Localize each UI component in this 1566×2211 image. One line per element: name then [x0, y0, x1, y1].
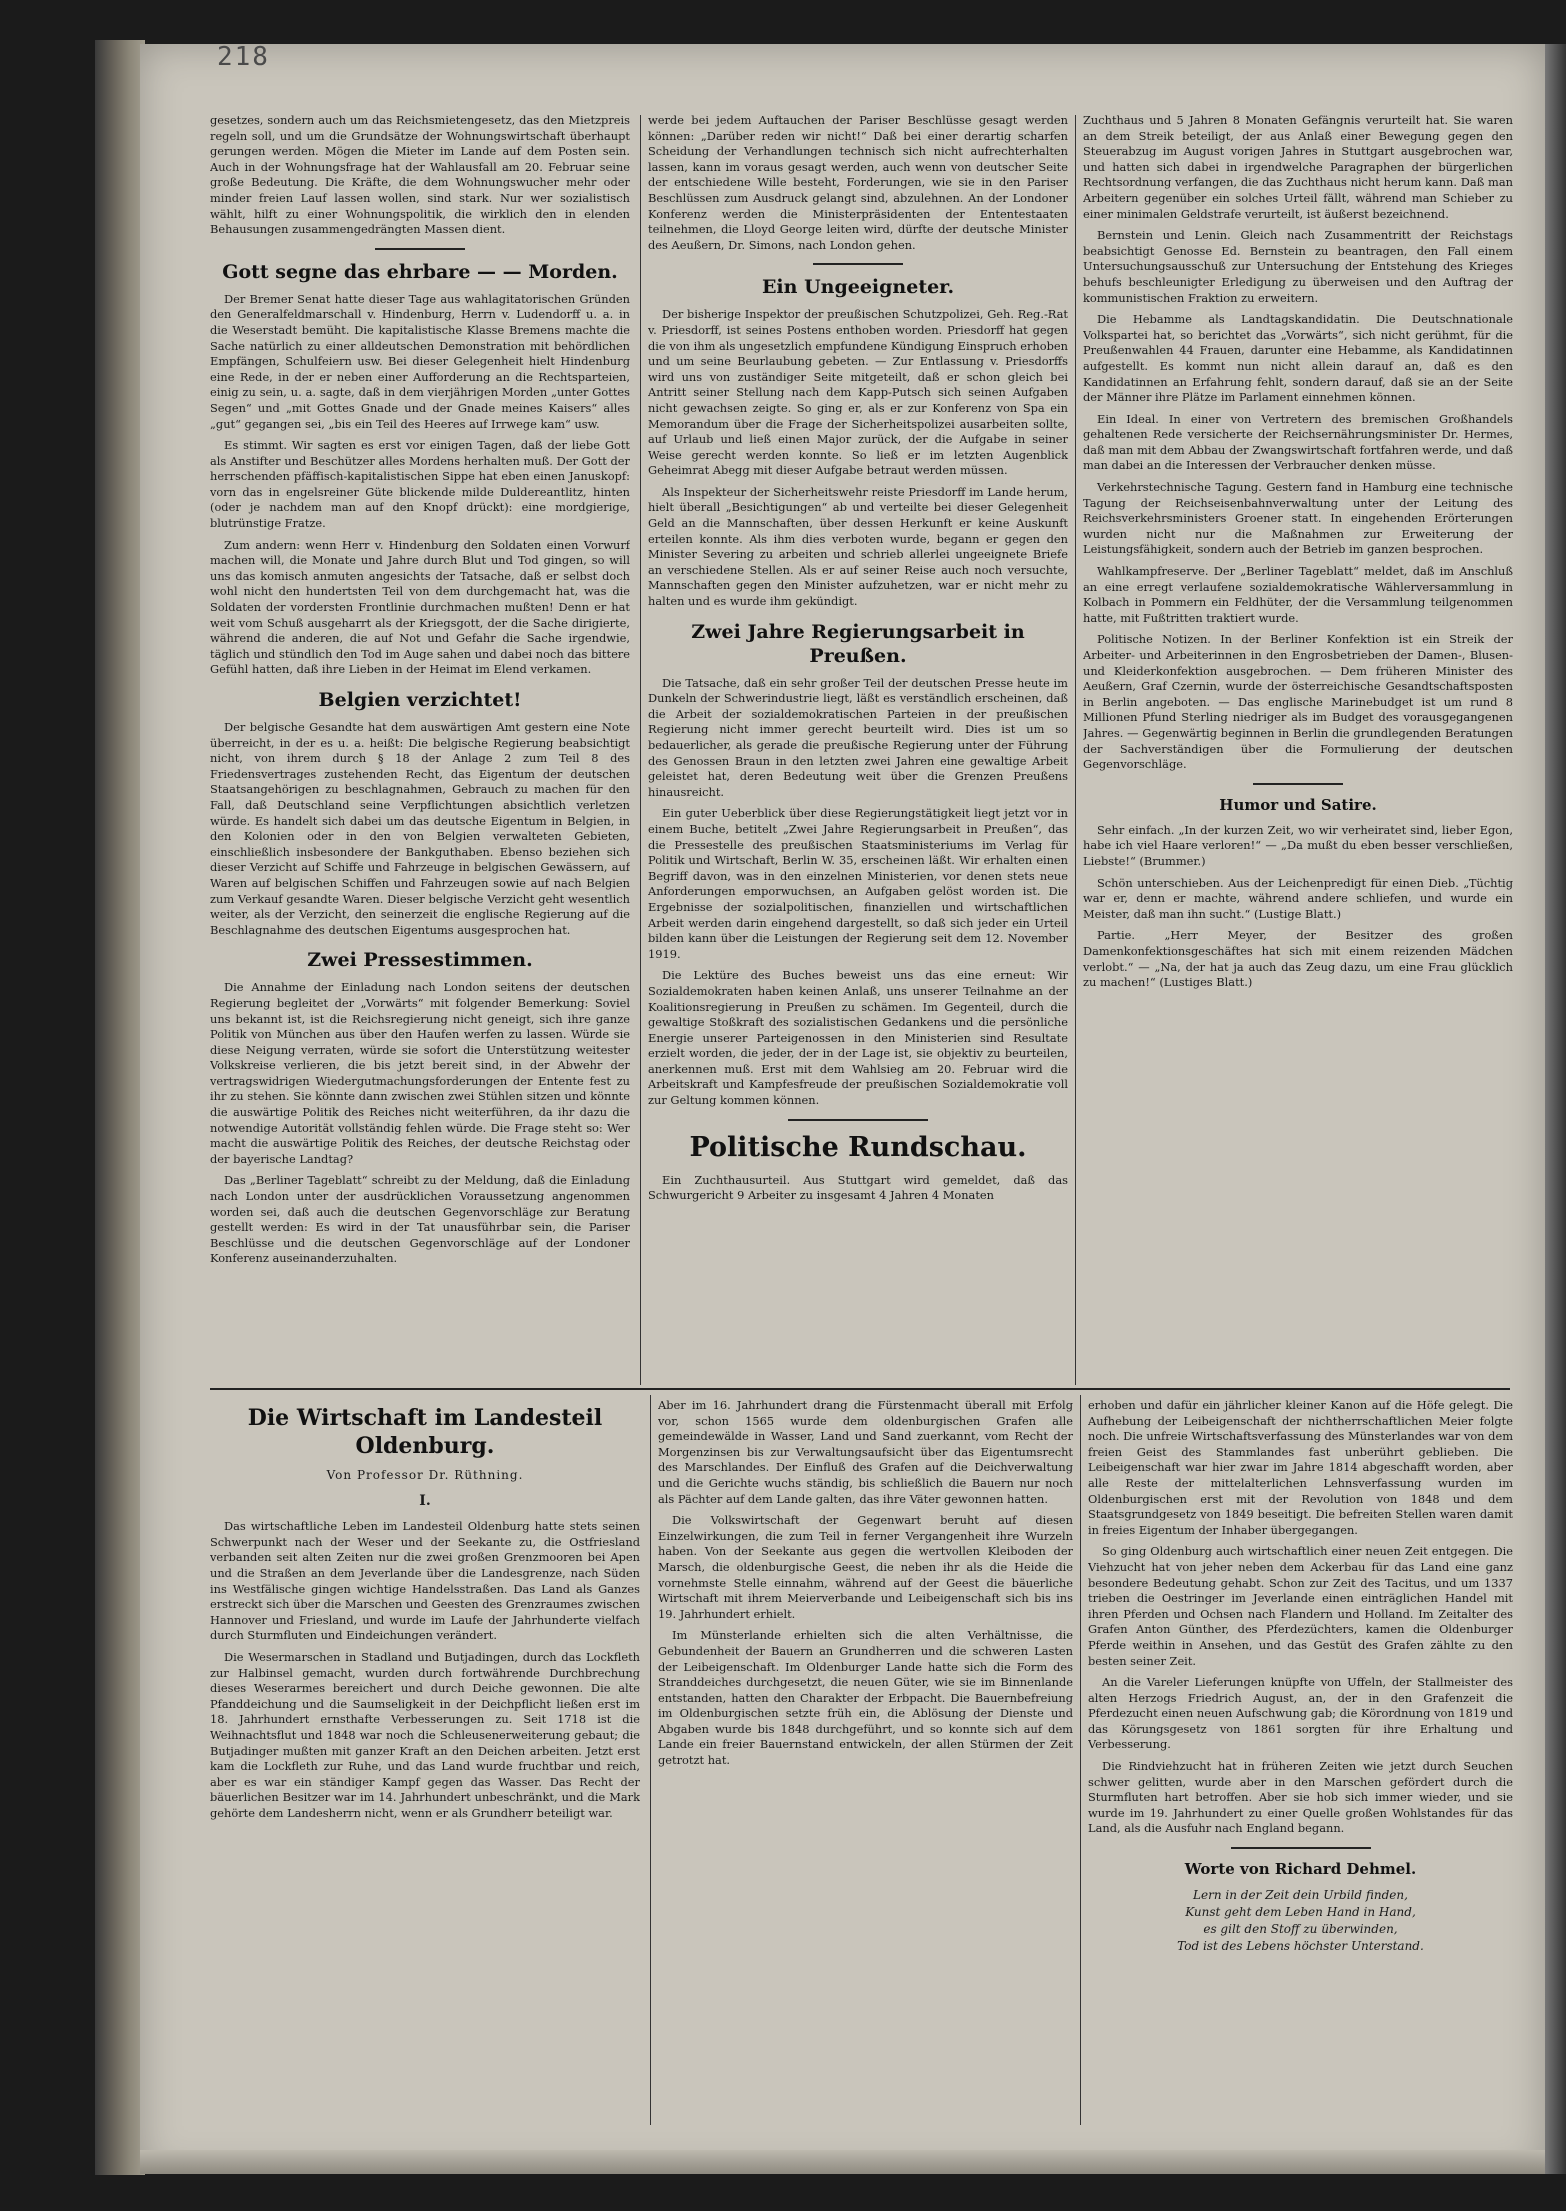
section-number: I. — [419, 1492, 431, 1509]
poem-line: Lern in der Zeit dein Urbild finden, — [1193, 1888, 1408, 1903]
paragraph: Als Inspekteur der Sicherheitswehr reiste Priesdorff im Lande herum, hielt überall „Besichtigungen“ ab und verteilte bei dieser Gelegenheit Geld an die Mannschaften, über dessen Herkunft er keine Auskunft erteilen konnte. Als ihm dies verboten wurde, begann er gegen den Minister Severing zu arbeiten und schrieb allerlei ungeeignete Briefe an verschiedene Stellen. Als er auf seiner Reise auch noch versuchte, Mannschaften gegen den Minister aufzuhetzen, war er nicht mehr zu halten und es wurde ihm gekündigt. — [648, 484, 1068, 609]
paragraph: Der bisherige Inspektor der preußischen Schutzpolizei, Geh. Reg.-Rat v. Priesdorff, ist seines Postens enthoben worden. Priesdorff hat gegen die von ihm als ungesetzlich empfundene Kündigung Einspruch erhoben und um seine Beurlaubung gebeten. — Zur Entlassung v. Priesdorffs wird uns von zuständiger Seite mitgeteilt, daß er schon gleich bei Antritt seiner Stellung nach dem Kapp-Putsch sich seinen Aufgaben nicht gewachsen zeigte. So ging er, als er zur Konferenz von Spa ein Memorandum über die Frage der Sicherheitspolizei ausarbeiten sollte, auf Urlaub und ließ einen Major zurück, der die Aufgabe in seiner Weise gerecht werden konnte. So ließ er im letzten Augenblick Geheimrat Abegg mit dieser Aufgabe betraut werden müssen. — [648, 307, 1068, 478]
paragraph: Partie. „Herr Meyer, der Besitzer des großen Damenkonfektionsgeschäftes hat sich mit einem reizenden Mädchen verlobt.“ — „Na, der hat ja auch das Zeug dazu, um eine Frau glücklich zu machen!“ (Lustiges Blatt.) — [1083, 928, 1513, 990]
column-rule — [1075, 115, 1076, 1385]
poem-title: Worte von Richard Dehmel. — [1184, 1860, 1417, 1879]
poem-line: es gilt den Stoff zu überwinden, — [1203, 1922, 1398, 1937]
paragraph: Die Lektüre des Buches beweist uns das eine erneut: Wir Sozialdemokraten haben keinen Anlaß, uns unserer Teilnahme an der Koalitionsregierung in Preußen zu schämen. Im Gegenteil, durch die gewaltige Stoßkraft des sozialistischen Gedankens und die persönliche Energie unserer Parteigenossen in den Ministerien sind Resultate erzielt worden, die jeder, der in der Lage ist, sie objektiv zu beurteilen, anerkennen muß. Erst mit dem Wahlsieg am 20. Februar wird die Arbeitskraft und Kampfesfreude der preußischen Sozialdemokratie voll zur Geltung kommen können. — [648, 968, 1068, 1108]
headline: Zwei Pressestimmen. — [307, 949, 533, 972]
paragraph: Der belgische Gesandte hat dem auswärtigen Amt gestern eine Note überreicht, in der es u. a. heißt: Die belgische Regierung beabsichtigt nicht, von ihrem durch § 18 der Anlage 2 zum Teil 8 des Friedensvertrages zustehenden Recht, das Eigentum der deutschen Staatsangehörigen zu beschlagnahmen, Gebrauch zu machen für den Fall, daß Deutschland seine Verpflichtungen absichtlich verletzen würde. Es handelt sich dabei um das deutsche Eigentum in Belgien, in den Kolonien oder in den von Belgien verwalteten Gebieten, einschließlich insbesondere der Bankguthaben. Ebenso beziehen sich dieser Verzicht auf Schiffe und Fahrzeuge in belgischen Gewässern, auf Waren auf belgischen Schiffen und Fahrzeugen sowie auf nach Belgien zum Verkauf gesandte Waren. Dieser belgische Verzicht geht wesentlich weiter, als der Verzicht, den seinerzeit die englische Regierung auf die Beschlagnahme des deutschen Eigentums ausgesprochen hat. — [210, 720, 630, 937]
feature-title: Die Wirtschaft im Landesteil Oldenburg. — [247, 1405, 603, 1459]
paragraph: Aber im 16. Jahrhundert drang die Fürstenmacht überall mit Erfolg vor, schon 1565 wurde dem oldenburgischen Grafen alle gemeindewälde in Wasser, Land und Sand zuerkannt, vom Recht der Morgenzinsen bis zur Verwaltungsaufsicht über das Eigentumsrecht des Marschlandes. Der Einfluß des Grafen auf die Deichverwaltung und die Gerichte wuchs ständig, bis schließlich die Bauern nur noch als Pächter auf dem Lande galten, das ihre Väter gewonnen hatten. — [658, 1398, 1073, 1506]
paragraph: Zum andern: wenn Herr v. Hindenburg den Soldaten einen Vorwurf machen will, die Monate und Jahre durch Blut und Tod gingen, so will uns das komisch anmuten angesichts der Tatsache, daß er selbst doch wohl nicht den hundertsten Teil von dem durchgemacht hat, was die Soldaten der vordersten Frontlinie durchmachen mußten! Denn er hat weit vom Schuß ausgeharrt als der Kriegsgott, der die Sache dirigierte, während die anderen, die auf Not und Gefahr die Sache irgendwie, täglich und stündlich den Tod im Auge sahen und dabei noch das bittere Gefühl hatten, daß ihre Lieben in der Heimat im Elend verkamen. — [210, 537, 630, 677]
column-3 — [1083, 113, 1513, 1383]
paragraph: Es stimmt. Wir sagten es erst vor einigen Tagen, daß der liebe Gott als Anstifter und Beschützer alles Mordens herhalten muß. Der Gott der herrschenden pfäffisch-kapitalistischen Sippe hat eben einen Januskopf: vorn das in engelsreiner Güte blickende milde Duldereantlitz, hinten (oder je nachdem man auf den Knopf drückt): eine mordgierige, blutrünstige Fratze. — [210, 438, 630, 531]
paragraph: So ging Oldenburg auch wirtschaftlich einer neuen Zeit entgegen. Die Viehzucht hat von jeher neben dem Ackerbau für das Land eine ganz besondere Bedeutung gehabt. Schon zur Zeit des Tacitus, und um 1337 trieben die Oestringer im Jeverlande einen einträglichen Handel mit ihren Pferden und Ochsen nach Flandern und Holland. Im Zeitalter des Grafen Anton Günther, des Pferdezüchters, kamen die Oldenburger Pferde weithin in Ansehen, und das Gestüt des Grafen zählte zu den besten seiner Zeit. — [1088, 1544, 1513, 1668]
poem-line: Tod ist des Lebens höchster Unterstand. — [1177, 1939, 1424, 1954]
paragraph: Verkehrstechnische Tagung. Gestern fand in Hamburg eine technische Tagung der Reichseisenbahnverwaltung unter der Leitung des Reichsverkehrsministers Groener statt. In eingehenden Erörterungen wurden nicht nur die Maßnahmen zur Erweiterung der Leistungsfähigkeit, sondern auch der Betrieb im ganzen besprochen. — [1083, 480, 1513, 557]
article-separator — [375, 248, 465, 250]
paragraph: Ein Ideal. In einer von Vertretern des bremischen Großhandels gehaltenen Rede versicherte der Reichsernährungsminister Dr. Hermes, daß man mit dem Abbau der Zwangswirtschaft fortfahren werde, und daß man dabei an die Interessen der Verbraucher denken müsse. — [1083, 411, 1513, 473]
section-heading: Humor und Satire. — [1219, 795, 1377, 814]
section-heading: Politische Rundschau. — [689, 1131, 1027, 1163]
paragraph: Die Rindviehzucht hat in früheren Zeiten wie jetzt durch Seuchen schwer gelitten, wurde aber in den Marschen gefördert durch die Sturmfluten hart betroffen. Aber sie hob sich immer wieder, und sie wurde im 19. Jahrhundert zu einer Quelle großen Wohlstandes für das Land, als die Ausfuhr nach England begann. — [1088, 1759, 1513, 1836]
oldenburg-column-2 — [658, 1398, 1073, 2118]
paragraph: Sehr einfach. „In der kurzen Zeit, wo wir verheiratet sind, lieber Egon, habe ich viel Haare verloren!“ — „Da mußt du eben besser verschließen, Liebste!“ (Brummer.) — [1083, 822, 1513, 868]
paragraph: Die Wesermarschen in Stadland und Butjadingen, durch das Lockfleth zur Halbinsel gemacht, wurden durch fortwährende Durchbrechung dieses Weserarmes bereichert und durch Deiche gewonnen. Die alte Pfanddeichung und die Saumseligkeit in der Deichpflicht ließen erst im 18. Jahrhundert ernsthafte Verbesserungen zu. Seit 1718 ist die Weihnachtsflut und 1848 war noch die Schleusenerweiterung gebaut; die Butjadinger mußten mit ganzer Kraft an den Deichen arbeiten. Jetzt erst kam die Lockfleth zur Ruhe, und das Land wurde fruchtbar und reich, aber es war ein ständiger Kampf gegen das Wasser. Das Recht der bäuerlichen Besitzer war im 14. Jahrhundert unbeschränkt, und die Mark gehörte dem Landesherrn nicht, wenn er als Grundherr beteiligt war. — [210, 1649, 640, 1820]
article-continuation: werde bei jedem Auftauchen der Pariser Beschlüsse gesagt werden können: „Darüber reden wir nicht!“ Daß bei einer derartig scharfen Scheidung der Verhandlungen technisch sich nicht aufrechterhalten lassen, kann im voraus gesagt werden, auch wenn von deutscher Seite der entschiedene Wille besteht, Forderungen, wie sie in den Pariser Beschlüssen zum Ausdruck gelangt sind, abzulehnen. An der Londoner Konferenz werden die Ministerpräsidenten der Ententestaaten teilnehmen, die Lloyd George leiten wird, dürfte der deutsche Minister des Aeußern, Dr. Simons, nach London gehen. — [648, 113, 1068, 252]
column-1 — [210, 113, 630, 1383]
article-separator — [788, 1119, 928, 1121]
paragraph: Die Hebamme als Landtagskandidatin. Die Deutschnationale Volkspartei hat, so berichtet das „Vorwärts“, sich nicht gerühmt, für die Preußenwahlen 44 Frauen, darunter eine Hebamme, als Kandidatinnen aufgestellt. Es kommt nun nicht allein darauf an, daß es den Kandidatinnen an Erfahrung fehlt, sondern darauf, daß sie an der Seite der Männer ihre Plätze im Parlament einnehmen können. — [1083, 312, 1513, 405]
book-binding — [95, 40, 145, 2175]
poem-line: Kunst geht dem Leben Hand in Hand, — [1185, 1905, 1416, 1920]
page-bottom-edge — [140, 2150, 1545, 2174]
headline: Zwei Jahre Regierungsarbeit in Preußen. — [691, 620, 1025, 667]
page-shadow-edge — [1545, 44, 1566, 2174]
paragraph: Die Volkswirtschaft der Gegenwart beruht auf diesen Einzelwirkungen, die zum Teil in ferner Vergangenheit ihre Wurzeln haben. Von der Seekante aus gegen die wertvollen Kleiboden der Marsch, die oldenburgische Geest, die neben ihr als die Heide die vornehmste Stelle einnahm, während auf der Geest die bäuerliche Wirtschaft mit ihrem Meierverbande und Leibeigenschaft sich bis ins 19. Jahrhundert erhielt. — [658, 1513, 1073, 1621]
paragraph: Das „Berliner Tageblatt“ schreibt zu der Meldung, daß die Einladung nach London unter der ausdrücklichen Voraussetzung angenommen worden sei, daß auch die deutschen Gegenvorschläge zur Beratung gestellt werden: Es wird in der Tat unausführbar sein, die Pariser Beschlüsse und die deutschen Gegenvorschläge auf der Londoner Konferenz auseinanderzuhalten. — [210, 1173, 630, 1266]
paragraph: Schön unterschieben. Aus der Leichenpredigt für einen Dieb. „Tüchtig war er, denn er machte, während andere schliefen, und wurde ein Meister, daß man ihn sucht.“ (Lustige Blatt.) — [1083, 875, 1513, 921]
paragraph: erhoben und dafür ein jährlicher kleiner Kanon auf die Höfe gelegt. Die Aufhebung der Leibeigenschaft der nichtherrschaftlichen Meier folgte noch. Die unfreie Wirtschaftsverfassung des Münsterlandes war von dem freien Geist des Stammlandes fast unberührt geblieben. Die Leibeigenschaft war hier zwar im Jahre 1814 abgeschafft worden, aber alle Reste der mittelalterlichen Lehnsverfassung wurden im Oldenburgischen erst mit der Revolution von 1848 und dem Staatsgrundgesetz von 1849 beseitigt. Die befreiten Stellen waren damit in freies Eigentum der Inhaber übergegangen. — [1088, 1398, 1513, 1537]
headline: Ein Ungeeigneter. — [761, 276, 955, 299]
article-continuation: gesetzes, sondern auch um das Reichsmietengesetz, das den Mietzpreis regeln soll, und um die Grundsätze der Wohnungswirtschaft überhaupt gerungen werden. Mögen die Mieter im Lande auf dem Posten sein. Auch in der Wohnungsfrage hat der Wahlausfall am 20. Februar seine große Bedeutung. Die Kräfte, die dem Wohnungswucher mehr oder minder freien Lauf lassen wollen, sind stark. Nur wer sozialistisch wählt, hilft zu einer Wohnungspolitik, die wirklich den in elenden Behausungen zusammengedrängten Massen dient. — [210, 113, 630, 237]
article-separator — [813, 263, 903, 265]
headline: Gott segne das ehrbare — — Morden. — [222, 260, 618, 283]
column-rule — [1080, 1395, 1081, 2125]
paragraph: Das wirtschaftliche Leben im Landesteil Oldenburg hatte stets seinen Schwerpunkt nach der Weser und der Seekante zu, die Ostfriesland verbanden seit alten Zeiten nur die zwei großen Grenzmooren bei Apen und die Straßen an dem Jeverlande über die Landesgrenze, nach Süden ins Westfälische gingen wichtige Handelsstraßen. Das Land als Ganzes erstreckt sich über die Marschen und Geesten des Grenzraumes zwischen Hannover und Friesland, und wurde im Laufe der Jahrhunderte vielfach durch Sturmfluten und Eindeichungen verändert. — [210, 1519, 640, 1643]
paragraph: Bernstein und Lenin. Gleich nach Zusammentritt der Reichstags beabsichtigt Genosse Ed. Bernstein zu beantragen, den Fall einem Untersuchungsausschuß zur Untersuchung der Entstehung des Krieges behufs beschleunigter Erledigung zu überweisen und den Auftrag der kommunistischen Fraktion zu erweitern. — [1083, 228, 1513, 305]
article-continuation: Zuchthaus und 5 Jahren 8 Monaten Gefängnis verurteilt hat. Sie waren an dem Streik beteiligt, der aus Anlaß einer Bewegung gegen den Steuerabzug im August vorigen Jahres in Stuttgart ausgebrochen war, und hatten sich dabei in irgendwelche Paragraphen der bürgerlichen Rechtsordnung verfangen, die das Zuchthaus nicht herum kann. Daß man Arbeitern gegenüber ein solches Urteil fällt, während man Schieber zu einer minimalen Geldstrafe verurteilt, ist äußerst bezeichnend. — [1083, 113, 1513, 221]
article-separator — [1231, 1847, 1371, 1849]
article-separator — [1253, 783, 1343, 785]
paragraph: Ein Zuchthausurteil. Aus Stuttgart wird gemeldet, daß das Schwurgericht 9 Arbeiter zu insgesamt 4 Jahren 4 Monaten — [648, 1172, 1068, 1203]
section-divider — [210, 1388, 1510, 1390]
byline: Von Professor Dr. Rüthning. — [326, 1468, 524, 1482]
headline: Belgien verzichtet! — [318, 689, 522, 711]
paragraph: Politische Notizen. In der Berliner Konfektion ist ein Streik der Arbeiter- und Arbeiterinnen in den Engrosbetrieben der Damen-, Blusen- und Kleiderkonfektion ausgebrochen. — Dem früheren Minister des Aeußern, Graf Czernin, wurde der österreichische Gesandtschaftsposten in Berlin angeboten. — Das englische Marinebudget ist um rund 8 Millionen Pfund Sterling niedriger als im Budget des vorausgegangenen Jahres. — Gegenwärtig beginnen in Berlin die grundlegenden Beratungen der Sachverständigen über die Formulierung der deutschen Gegenvorschläge. — [1083, 632, 1513, 772]
paragraph: Die Annahme der Einladung nach London seitens der deutschen Regierung begleitet der „Vorwärts“ mit folgender Bemerkung: Soviel uns bekannt ist, ist die Reichsregierung nicht geneigt, sich ihre ganze Politik von München aus über den Haufen werfen zu lassen. Würde sie diese Neigung verraten, würde sie sofort die Unterstützung weitester Volkskreise verlieren, die bis jetzt bereit sind, in der Abwehr der vertragswidrigen Wiedergutmachungsforderungen der Entente fest zu ihr zu stehen. Sie könnte dann zwischen zwei Stühlen sitzen und könnte die auswärtige Politik des Reiches nicht weiterführen, da ihr dazu die notwendige Autorität vollständig fehlen würde. Die Frage steht so: Wer macht die auswärtige Politik des Reiches, der deutsche Reichstag oder der bayerische Landtag? — [210, 980, 630, 1166]
page-number: 218 — [217, 42, 270, 72]
column-rule — [650, 1395, 651, 2125]
oldenburg-column-1 — [210, 1398, 640, 2118]
paragraph: Wahlkampfreserve. Der „Berliner Tageblatt“ meldet, daß im Anschluß an eine erregt verlaufene sozialdemokratische Wählerversammlung in Kolbach in Pommern ein Feldhüter, der die Versammlung teilgenommen hatte, mit Fußtritten traktiert wurde. — [1083, 564, 1513, 625]
paragraph: Im Münsterlande erhielten sich die alten Verhältnisse, die Gebundenheit der Bauern an Grundherren und die schweren Lasten der Leibeigenschaft. Im Oldenburger Lande hatte sich die Form des Stranddeiches durchgesetzt, die neuen Güter, wie sie im Binnenlande entstanden, hatten den Charakter der Erbpacht. Die Bauernbefreiung im Oldenburgischen setzte früh ein, die Ablösung der Dienste und Abgaben wurde bis 1848 durchgeführt, und so konnte sich auf dem Lande ein freier Bauernstand entwickeln, der allen Stürmen der Zeit getrotzt hat. — [658, 1628, 1073, 1768]
column-rule — [640, 115, 641, 1385]
paragraph: Ein guter Ueberblick über diese Regierungstätigkeit liegt jetzt vor in einem Buche, betitelt „Zwei Jahre Regierungsarbeit in Preußen“, das die Pressestelle des preußischen Staatsministeriums im Verlag für Politik und Wirtschaft, Berlin W. 35, erscheinen läßt. Wir erhalten einen Begriff davon, was in den einzelnen Ministerien, vor denen stets neue Anforderungen emporwuchsen, an Aufgaben gelöst worden ist. Die Ergebnisse der sozialpolitischen, finanziellen und wirtschaftlichen Arbeit werden darin eingehend dargestellt, so daß sich jeder ein Urteil bilden kann über die Leistungen der Regierung seit dem 12. November 1919. — [648, 806, 1068, 961]
paragraph: An die Vareler Lieferungen knüpfte von Uffeln, der Stallmeister des alten Herzogs Friedrich August, an, der in den Grafenzeit die Pferdezucht einen neuen Aufschwung gab; die Körordnung von 1819 und das Körungsgesetz von 1861 sorgten für ihre Erhaltung und Verbesserung. — [1088, 1675, 1513, 1752]
paragraph: Der Bremer Senat hatte dieser Tage aus wahlagitatorischen Gründen den Generalfeldmarschall v. Hindenburg, Herrn v. Ludendorff u. a. in die Weserstadt bemüht. Die kapitalistische Klasse Bremens machte die Sache natürlich zu einer alldeutschen Demonstration mit behördlichen Empfängen, Schulfeiern usw. Bei dieser Gelegenheit hielt Hindenburg eine Rede, in der er neben einer Aufforderung an die Rechtsparteien, einig zu sein, u. a. sagte, daß in dem vierjährigen Morden „unter Gottes Segen“ und „mit Gottes Gnade und der Gnade meines Kaisers“ alles „gut“ gegangen sei, „bis ein Teil des Heeres auf Irrwege kam“ usw. — [210, 291, 630, 431]
oldenburg-column-3 — [1088, 1398, 1513, 2118]
paragraph: Die Tatsache, daß ein sehr großer Teil der deutschen Presse heute im Dunkeln der Schwerindustrie liegt, läßt es verständlich erscheinen, daß die Arbeit der sozialdemokratischen Parteien in der preußischen Regierung nicht immer gerecht beurteilt wird. Dies ist um so bedauerlicher, als gerade die preußische Regierung unter der Führung des Genossen Braun in den letzten zwei Jahren eine gewaltige Arbeit geleistet hat, deren Bedeutung weit über die Grenzen Preußens hinausreicht. — [648, 675, 1068, 799]
column-2 — [648, 113, 1068, 1383]
